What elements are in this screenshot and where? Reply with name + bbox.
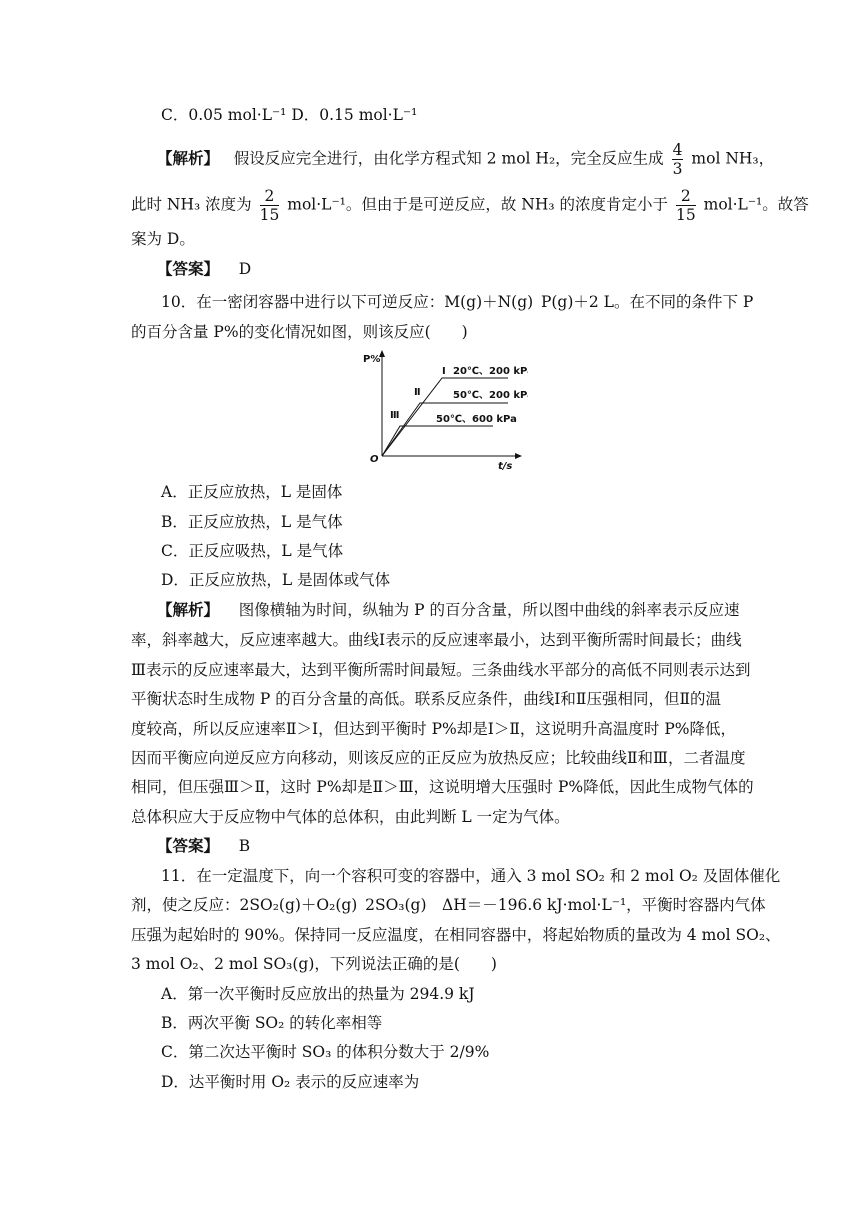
q10-analysis-line-6: 因而平衡应向逆反应方向移动，则该反应的正反应为放热反应；比较曲线Ⅱ和Ⅲ，二者温度 — [131, 749, 746, 767]
q10-option-b: B．正反应放热，L 是气体 — [161, 513, 343, 531]
analysis-text: mol NH₃， — [691, 149, 775, 168]
answer-value: D — [238, 260, 252, 278]
q9-analysis-line-2: 此时 NH₃ 浓度为 $\frac{2}{15}$ mol·L⁻¹。但由于是可逆反应，故 NH₃ 的浓度肯定小于 $\frac{2}{15}$ mol·L⁻¹。故答 — [131, 187, 809, 224]
q11-option-a: A．第一次平衡时反应放出的热量为 294.9 kJ — [161, 985, 475, 1003]
pct-time-figure — [358, 348, 528, 474]
q10-analysis-line-4: 平衡状态时生成物 P 的百分含量的高低。联系反应条件，曲线Ⅰ和Ⅱ压强相同，但Ⅱ的温 — [131, 690, 721, 708]
q9-options-cd: C．0.05 mol·L⁻¹ D．0.15 mol·L⁻¹ — [161, 106, 418, 124]
x-axis-arrow — [515, 453, 522, 459]
analysis-text: 假设反应完全进行，由化学方程式知 2 mol H₂，完全反应生成 — [233, 149, 664, 168]
q11-option-d: D．达平衡时用 O₂ 表示的反应速率为 — [161, 1073, 420, 1091]
q10-analysis-line-2: 率，斜率越大，反应速率越大。曲线Ⅰ表示的反应速率最小，达到平衡所需时间最长；曲线 — [131, 631, 742, 649]
curve-ii-condition: 50℃、200 kPa — [453, 390, 528, 401]
answer-value: B — [238, 837, 251, 855]
figure-svg — [358, 348, 528, 474]
q10-analysis-line-5: 度较高，所以反应速率Ⅱ＞Ⅰ，但达到平衡时 P%却是Ⅰ＞Ⅱ，这说明升高温度时 P%降低， — [131, 720, 736, 738]
q10-analysis-line-1: 【解析】 图像横轴为时间，纵轴为 P 的百分含量，所以图中曲线的斜率表示反应速 — [157, 600, 740, 619]
curve-ii — [382, 403, 508, 456]
q10-analysis-line-7: 相同，但压强Ⅲ＞Ⅱ，这时 P%却是Ⅱ＞Ⅲ，这说明增大压强时 P%降低，因此生成物气体的 — [131, 778, 754, 796]
q10-answer — [157, 835, 250, 857]
fraction: $\frac{2}{15}$ — [675, 187, 696, 224]
q11-stem-line-1: 11．在一定温度下，向一个容积可变的容器中，通入 3 mol SO₂ 和 2 mol O₂ 及固体催化 — [161, 867, 781, 885]
q9-analysis-line-3: 案为 D。 — [131, 230, 195, 248]
q11-stem-line-2: 剂，使之反应：2SO₂(g)＋O₂(g) 2SO₃(g) ΔH＝－196.6 kJ·mol·L⁻¹，平衡时容器内气体 — [131, 896, 766, 914]
q10-option-d: D．正反应放热，L 是固体或气体 — [161, 571, 391, 589]
curve-iii-condition: 50℃、600 kPa — [436, 414, 517, 425]
analysis-tag: 【解析】 — [157, 148, 220, 168]
x-axis-label: t/s — [498, 461, 513, 472]
q10-stem-line-1: 10．在一密闭容器中进行以下可逆反应：M(g)＋N(g) P(g)＋2 L。在不同的条件下 P — [161, 293, 754, 311]
q11-option-b: B．两次平衡 SO₂ 的转化率相等 — [161, 1014, 383, 1032]
q9-answer — [157, 258, 251, 280]
curve-iii — [382, 426, 493, 456]
curve-iii-label: Ⅲ — [390, 410, 400, 421]
answer-tag: 【答案】 — [157, 259, 220, 278]
curve-i-label: Ⅰ — [442, 366, 446, 377]
q11-stem-line-3: 压强为起始时的 90%。保持同一反应温度，在相同容器中，将起始物质的量改为 4 mol SO₂、 — [131, 926, 781, 944]
answer-tag: 【答案】 — [157, 836, 220, 855]
q9-analysis-line-1 — [157, 141, 774, 178]
q10-analysis-line-3: Ⅲ表示的反应速率最大，达到平衡所需时间最短。三条曲线水平部分的高低不同则表示达到 — [131, 661, 751, 679]
fraction: $\frac{2}{15}$ — [259, 187, 280, 224]
fraction: $\frac{4}{3}$ — [672, 141, 683, 178]
curve-ii-label: Ⅱ — [414, 387, 421, 398]
analysis-tag: 【解析】 — [157, 600, 220, 619]
q10-stem-line-2: 的百分含量 P%的变化情况如图，则该反应( ) — [131, 323, 468, 341]
q11-stem-line-4: 3 mol O₂、2 mol SO₃(g)，下列说法正确的是( ) — [131, 955, 497, 973]
origin-label: O — [370, 454, 379, 465]
q10-option-a: A．正反应放热，L 是固体 — [161, 483, 343, 501]
q10-analysis-line-8: 总体积应大于反应物中气体的总体积，由此判断 L 一定为气体。 — [131, 808, 570, 826]
y-axis-label: P% — [363, 354, 381, 365]
q11-option-c: C．第二次达平衡时 SO₃ 的体积分数大于 2/9% — [161, 1043, 490, 1061]
curve-i-condition: 20℃、200 kPa — [453, 366, 528, 377]
q10-option-c: C．正反应吸热，L 是气体 — [161, 542, 344, 560]
